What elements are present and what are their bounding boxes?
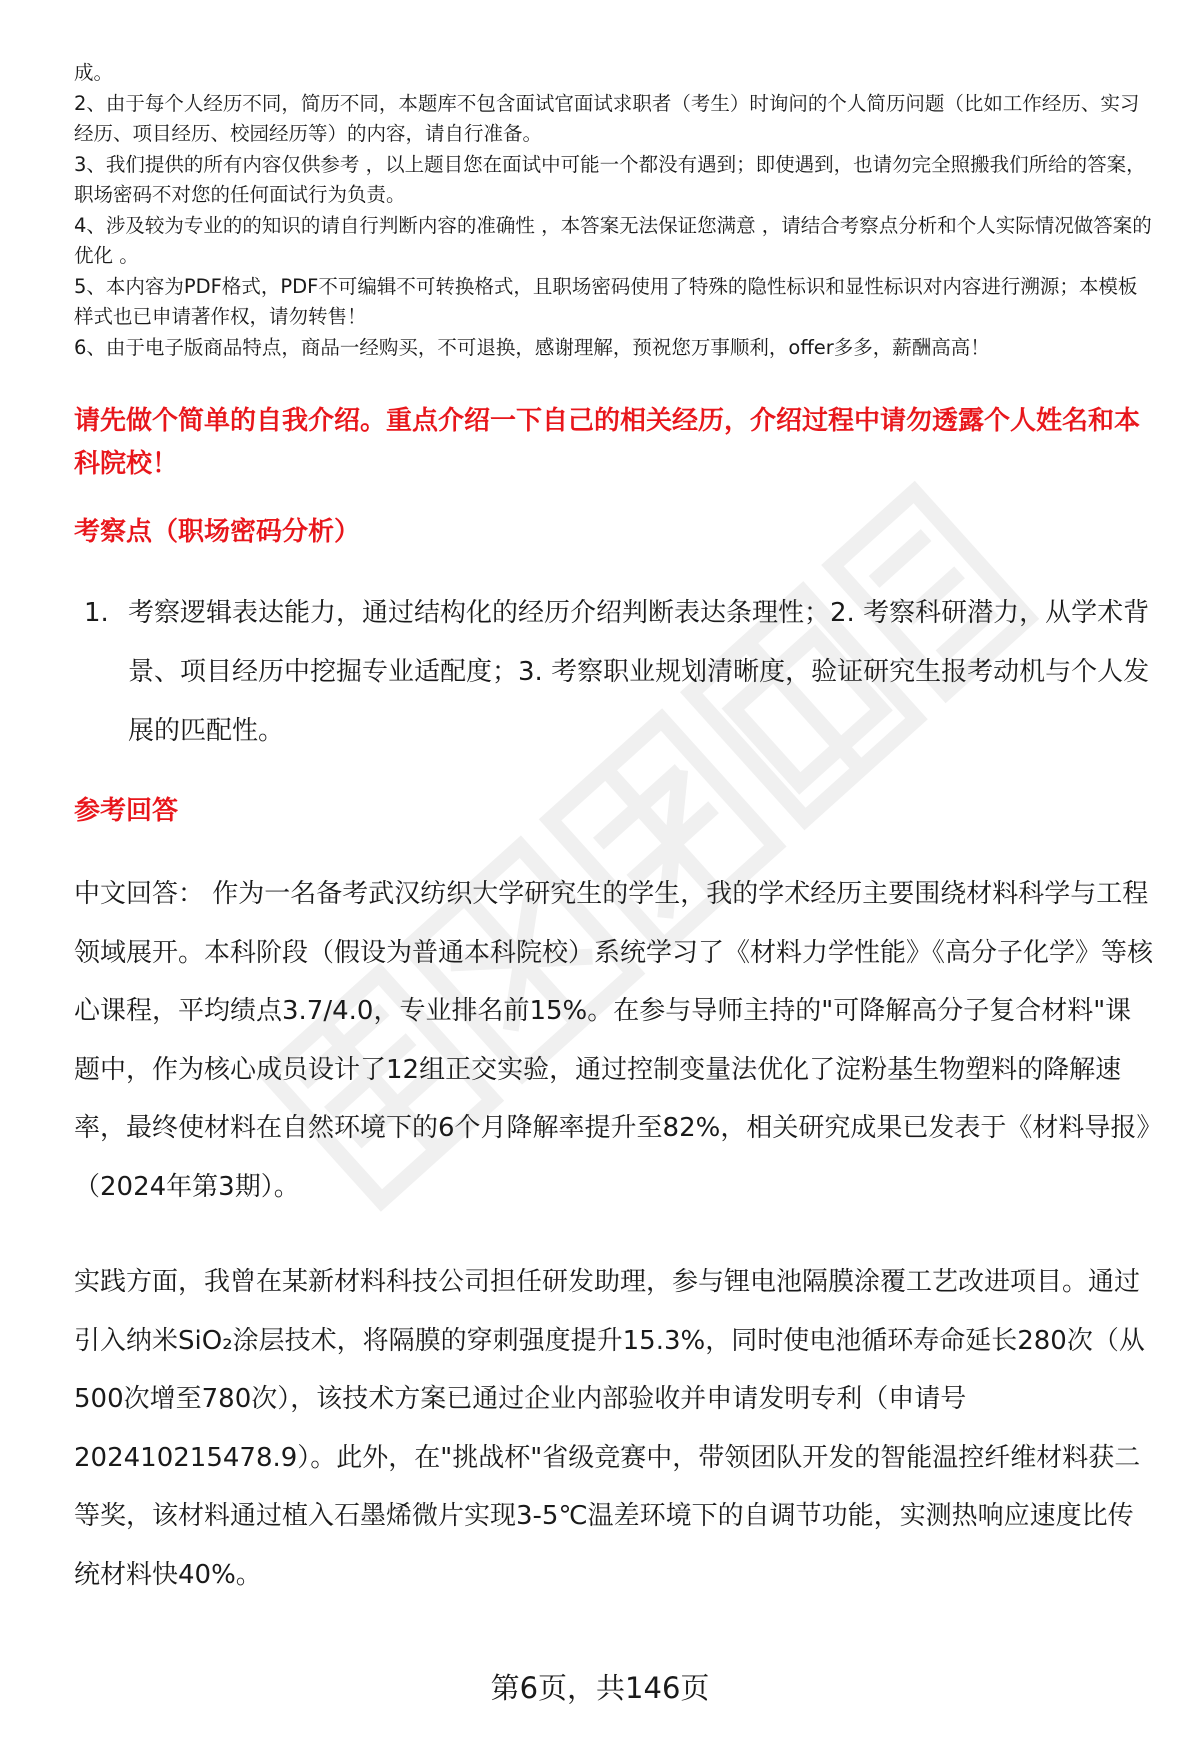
reference-answer-heading: 参考回答 bbox=[74, 796, 179, 826]
assessment-heading: 考察点（职场密码分析） bbox=[74, 517, 361, 547]
assessment-item bbox=[84, 584, 1154, 761]
assessment-item-text: 考察逻辑表达能力，通过结构化的经历介绍判断表达条理性；2. 考察科研潜力，从学术背景、项目经历中挖掘专业适配度；3. 考察职业规划清晰度，验证研究生报考动机与个人发展的匹配性。 bbox=[128, 598, 1150, 746]
assessment-list bbox=[84, 584, 1154, 761]
notice-item: 4、涉及较为专业的的知识的请自行判断内容的准确性 ，本答案无法保证您满意 ，请结合考察点分析和个人实际情况做答案的优化 。 bbox=[74, 213, 1152, 267]
page-number: 第6页，共146页 bbox=[490, 1671, 710, 1705]
notice-item: 2、由于每个人经历不同，简历不同，本题库不包含面试官面试求职者（考生）时询问的个人简历问题（比如工作经历、实习经历、项目经历、校园经历等）的内容，请自行准备。 bbox=[74, 91, 1140, 145]
answer-paragraph: 实践方面，我曾在某新材料科技公司担任研发助理，参与锂电池隔膜涂覆工艺改进项目。通过引入纳米SiO₂涂层技术，将隔膜的穿刺强度提升15.3%，同时使电池循环寿命延长280次（从500次增至780次），该技术方案已通过企业内部验收并申请发明专利（申请号202410215478.9）。此外，在"挑战杯"省级竞赛中，带领团队开发的智能温控纤维材料获二等奖，该材料通过植入石墨烯微片实现3-5℃温差环境下的自调节功能，实测热响应速度比传统材料快40%。 bbox=[74, 1267, 1145, 1590]
notice-item: 5、本内容为PDF格式，PDF不可编辑不可转换格式，且职场密码使用了特殊的隐性标识和显性标识对内容进行溯源；本模板样式也已申请著作权，请勿转售！ bbox=[74, 274, 1138, 328]
interview-question: 请先做个简单的自我介绍。重点介绍一下自己的相关经历，介绍过程中请勿透露个人姓名和本科院校！ bbox=[74, 406, 1141, 479]
notice-item: 3、我们提供的所有内容仅供参考 ，以上题目您在面试中可能一个都没有遇到；即使遇到，也请勿完全照搬我们所给的答案，职场密码不对您的任何面试行为负责。 bbox=[74, 152, 1146, 206]
notice-item: 成。 bbox=[74, 61, 114, 84]
notice-list bbox=[74, 58, 1154, 363]
assessment-item-number: 1. bbox=[84, 598, 109, 628]
notice-item: 6、由于电子版商品特点，商品一经购买，不可退换，感谢理解，预祝您万事顺利，offer多多，薪酬高高！ bbox=[74, 335, 990, 359]
answer-paragraph: 中文回答： 作为一名备考武汉纺织大学研究生的学生，我的学术经历主要围绕材料科学与工程领域展开。本科阶段（假设为普通本科院校）系统学习了《材料力学性能》《高分子化学》等核心课程，平均绩点3.7/4.0，专业排名前15%。在参与导师主持的"可降解高分子复合材料"课题中，作为核心成员设计了12组正交实验，通过控制变量法优化了淀粉基生物塑料的降解速率，最终使材料在自然环境下的6个月降解率提升至82%，相关研究成果已发表于《材料导报》（2024年第3期）。 bbox=[74, 879, 1154, 1202]
